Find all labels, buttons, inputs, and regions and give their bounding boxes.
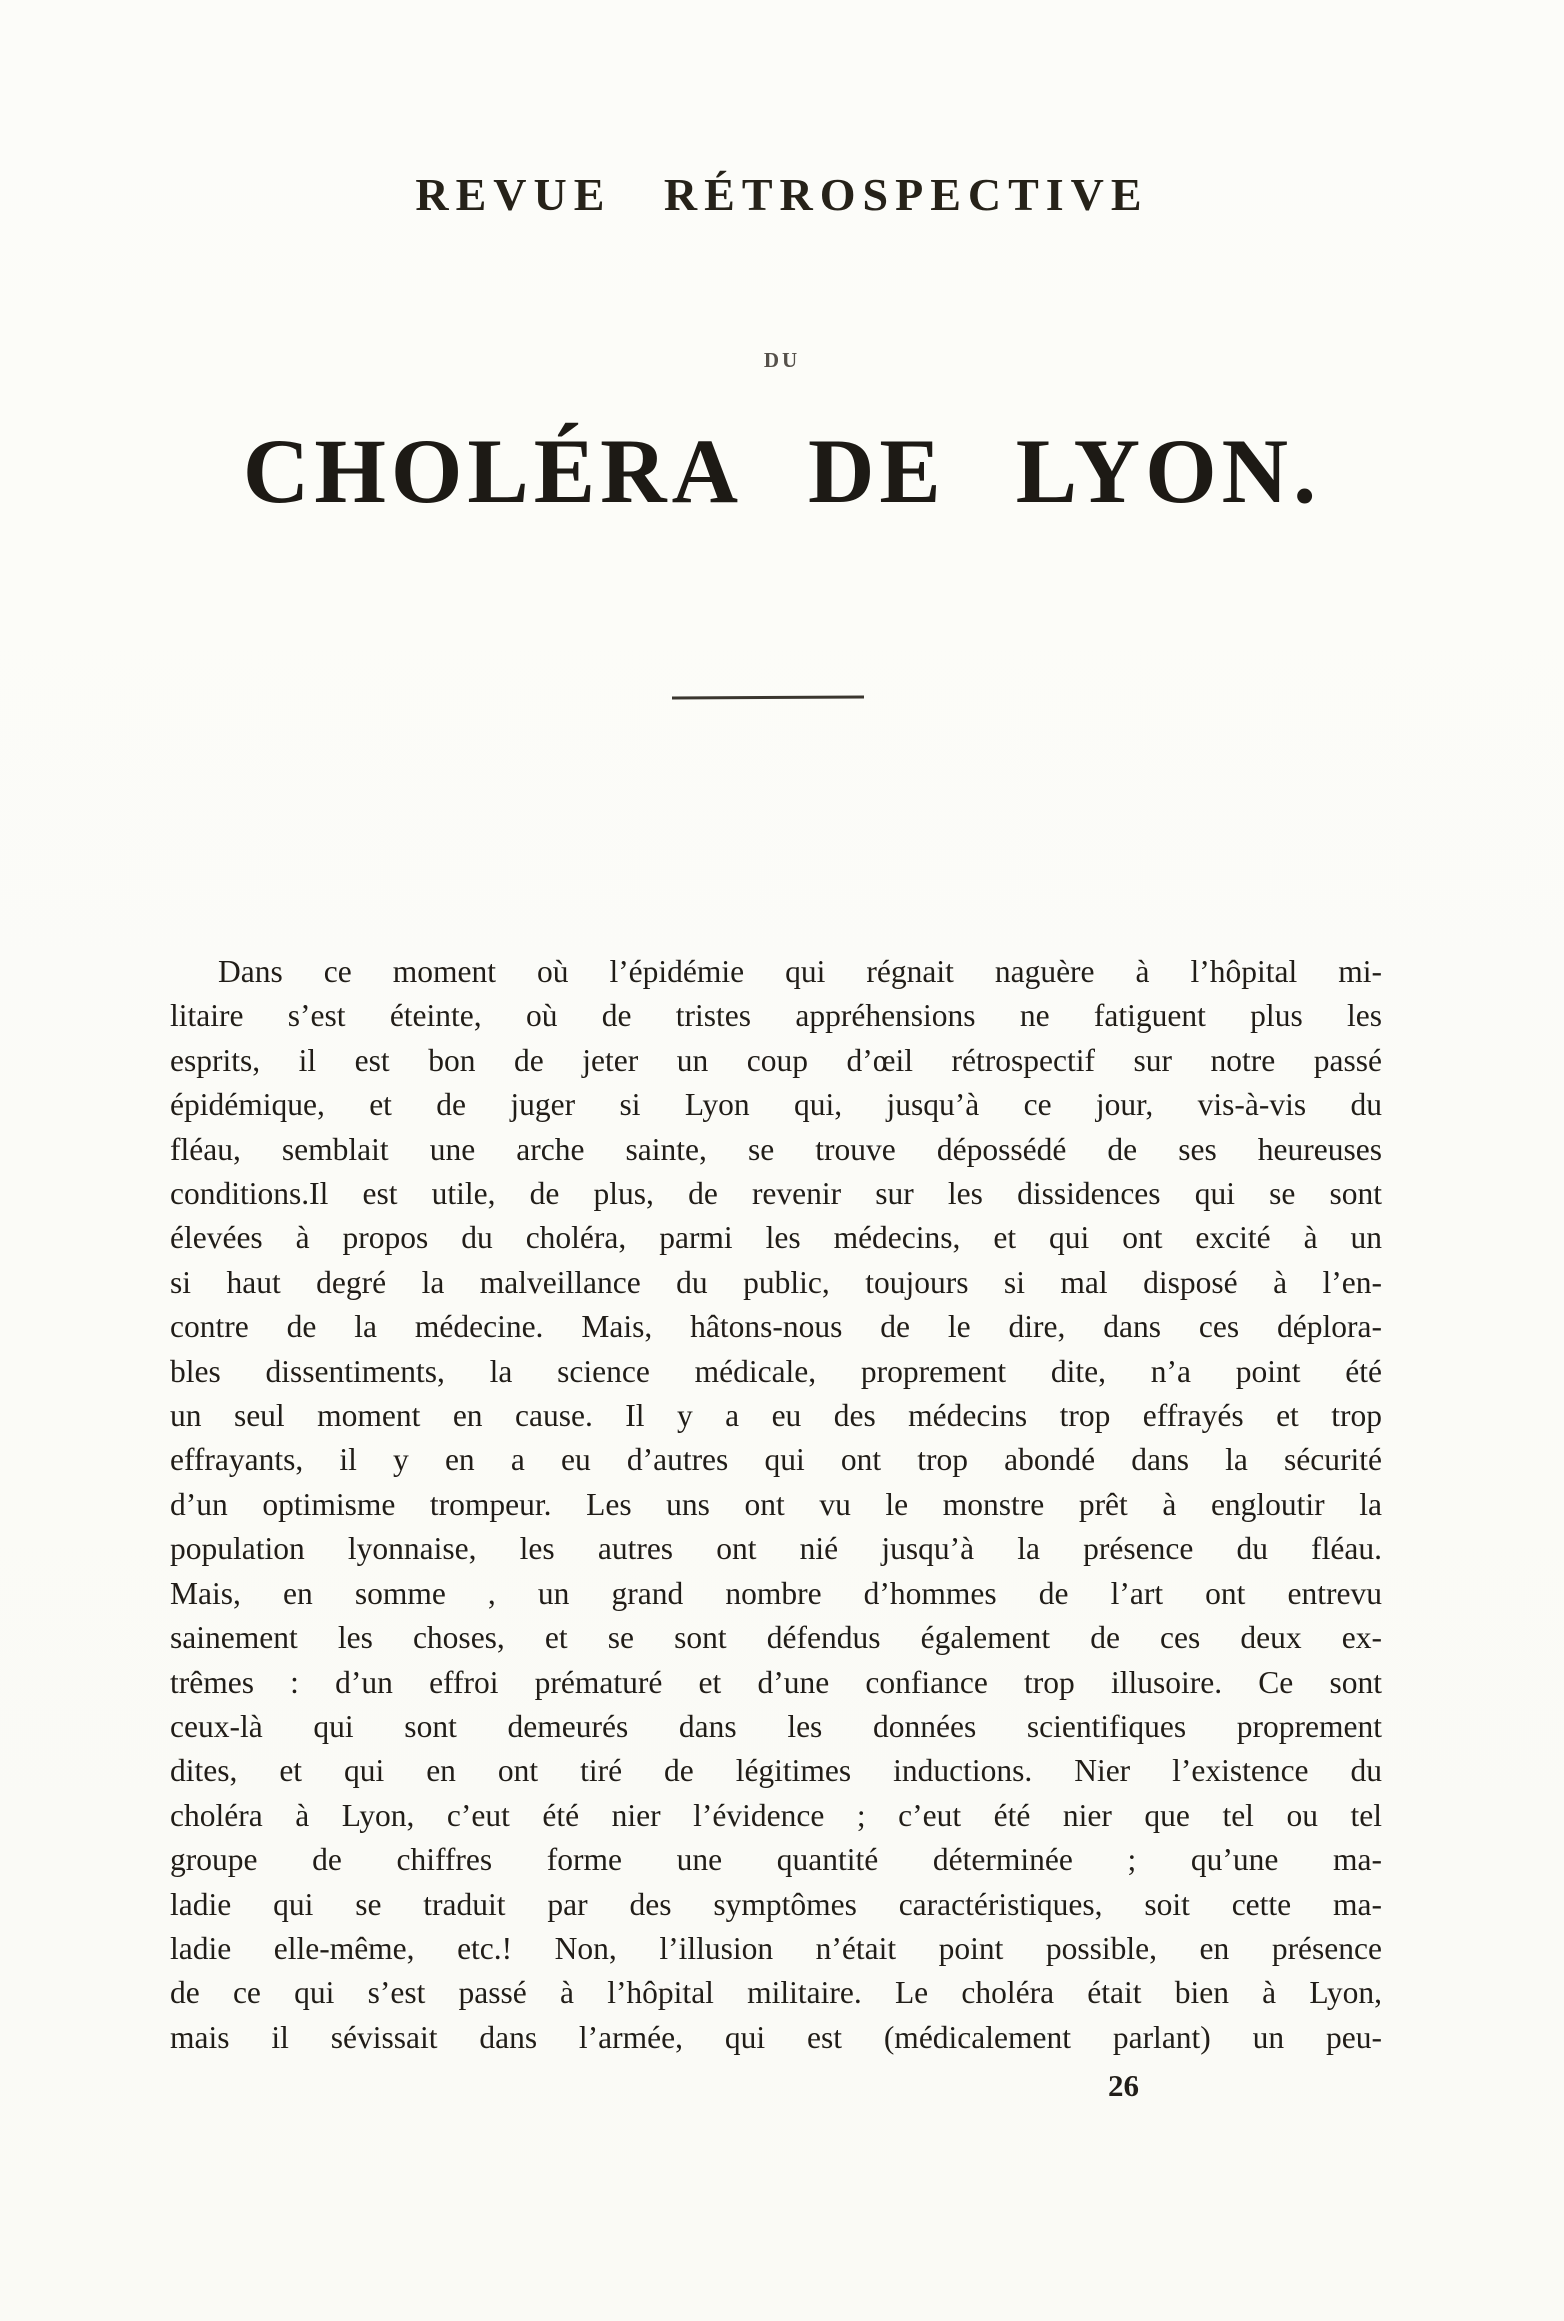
body-paragraph bbox=[170, 950, 1382, 2060]
text-line: effrayants, il y en a eu d’autres qui ont trop abondé dans la sécurité bbox=[170, 1442, 1382, 1478]
text-line: dites, et qui en ont tiré de légitimes inductions. Nier l’existence du bbox=[170, 1753, 1382, 1789]
text-line: mais il sévissait dans l’armée, qui est (médicalement parlant) un peu- bbox=[170, 2019, 1382, 2055]
text-line: ladie elle-même, etc.! Non, l’illusion n’était point possible, en présence bbox=[170, 1930, 1382, 1966]
text-line: élevées à propos du choléra, parmi les médecins, et qui ont excité à un bbox=[170, 1220, 1382, 1256]
text-line: Dans ce moment où l’épidémie qui régnait naguère à l’hôpital mi- bbox=[218, 954, 1382, 989]
text-line: groupe de chiffres forme une quantité déterminée ; qu’une ma- bbox=[170, 1842, 1382, 1878]
title-divider bbox=[672, 695, 864, 699]
text-line: esprits, il est bon de jeter un coup d’œil rétrospectif sur notre passé bbox=[170, 1042, 1382, 1078]
text-line: si haut degré la malveillance du public, toujours si mal disposé à l’en- bbox=[170, 1264, 1382, 1300]
text-line: litaire s’est éteinte, où de tristes appréhensions ne fatiguent plus les bbox=[170, 998, 1382, 1034]
text-line: contre de la médecine. Mais, hâtons-nous de le dire, dans ces déplora- bbox=[170, 1309, 1382, 1345]
text-line: bles dissentiments, la science médicale, proprement dite, n’a point été bbox=[170, 1353, 1382, 1389]
text-line: population lyonnaise, les autres ont nié jusqu’à la présence du fléau. bbox=[170, 1531, 1382, 1567]
text-line: fléau, semblait une arche sainte, se trouve dépossédé de ses heureuses bbox=[170, 1131, 1382, 1167]
page-number: 26 bbox=[1108, 2068, 1139, 2103]
text-line: de ce qui s’est passé à l’hôpital militaire. Le choléra était bien à Lyon, bbox=[170, 1975, 1382, 2011]
text-line: trêmes : d’un effroi prématuré et d’une confiance trop illusoire. Ce sont bbox=[170, 1664, 1382, 1700]
title-particle-du: DU bbox=[763, 348, 801, 372]
text-line: épidémique, et de juger si Lyon qui, jusqu’à ce jour, vis-à-vis du bbox=[170, 1087, 1382, 1123]
text-line: ladie qui se traduit par des symptômes caractéristiques, soit cette ma- bbox=[170, 1886, 1382, 1922]
text-line: ceux-là qui sont demeurés dans les données scientifiques proprement bbox=[170, 1708, 1382, 1744]
text-line: sainement les choses, et se sont défendus également de ces deux ex- bbox=[170, 1620, 1382, 1656]
text-line: Mais, en somme , un grand nombre d’hommes de l’art ont entrevu bbox=[170, 1575, 1382, 1611]
text-line: choléra à Lyon, c’eut été nier l’évidence ; c’eut été nier que tel ou tel bbox=[170, 1797, 1382, 1833]
text-line: un seul moment en cause. Il y a eu des médecins trop effrayés et trop bbox=[170, 1398, 1382, 1434]
series-title: REVUE RÉTROSPECTIVE bbox=[415, 169, 1149, 220]
text-line: d’un optimisme trompeur. Les uns ont vu le monstre prêt à engloutir la bbox=[170, 1486, 1382, 1522]
text-line: conditions.Il est utile, de plus, de revenir sur les dissidences qui se sont bbox=[170, 1176, 1382, 1212]
main-title: CHOLÉRA DE LYON. bbox=[242, 420, 1322, 522]
